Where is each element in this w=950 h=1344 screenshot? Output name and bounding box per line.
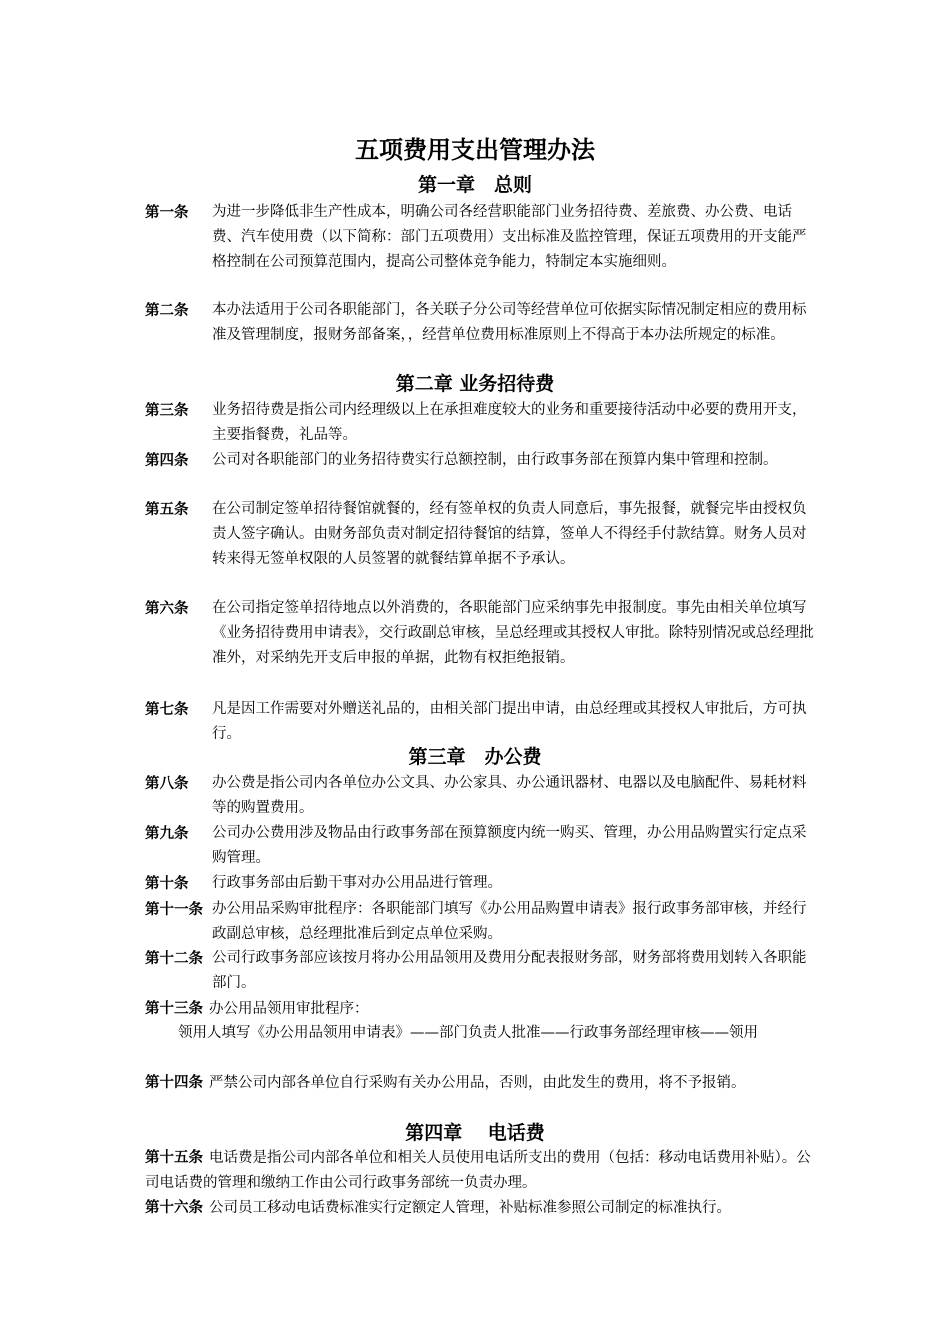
article-14	[145, 1070, 817, 1096]
article-text: 办公用品采购审批程序：各职能部门填写《办公用品购置申请表》报行政事务部审核，并经行政副总审核，总经理批准后到定点单位采购。	[212, 901, 807, 942]
article-label: 第二条	[145, 302, 189, 319]
article-text: 公司对各职能部门的业务招待费实行总额控制，由行政事务部在预算内集中管理和控制。	[212, 452, 778, 468]
article-label: 第一条	[145, 204, 189, 221]
article-6	[145, 596, 817, 671]
article-label: 第五条	[145, 501, 189, 518]
article-text: 公司办公费用涉及物品由行政事务部在预算额度内统一购买、管理，办公用品购置实行定点采购管理。	[212, 825, 807, 866]
chapter-4-heading: 第四章 电话费	[405, 1122, 545, 1144]
article-label: 第十五条	[145, 1149, 203, 1166]
article-label: 第七条	[145, 701, 189, 718]
article-text: 办公用品领用审批程序：	[209, 1001, 369, 1017]
article-label: 第四条	[145, 452, 189, 469]
article-text: 在公司指定签单招待地点以外消费的，各职能部门应采纳事先申报制度。事先由相关单位填写《业务招待费用申请表》，交行政副总审核，呈总经理或其授权人审批。除特别情况或总经理批准外，对采纳先开支后申报的单据，此物有权拒绝报销。	[212, 600, 814, 666]
article-7	[145, 697, 817, 747]
article-text: 在公司制定签单招待餐馆就餐的，经有签单权的负责人同意后，事先报餐，就餐完毕由授权负责人签字确认。由财务部负责对制定招待餐馆的结算，签单人不得经手付款结算。财务人员对转来得无签单权限的人员签署的就餐结算单据不予承认。	[212, 501, 807, 567]
article-text: 行政事务部由后勤干事对办公用品进行管理。	[212, 875, 502, 891]
chapter-2-heading: 第二章 业务招待费	[395, 373, 555, 395]
article-label: 第十条	[145, 875, 189, 892]
article-text: 严禁公司内部各单位自行采购有关办公用品，否则，由此发生的费用，将不予报销。	[209, 1075, 746, 1091]
article-10	[145, 871, 817, 896]
article-3	[145, 398, 817, 448]
article-1	[145, 200, 817, 275]
article-text: 凡是因工作需要对外赠送礼品的，由相关部门提出申请，由总经理或其授权人审批后，方可执行。	[212, 701, 807, 742]
article-text: 办公费是指公司内各单位办公文具、办公家具、办公通讯器材、电器以及电脑配件、易耗材料等的购置费用。	[212, 775, 807, 816]
article-13	[145, 996, 817, 1022]
article-label: 第十一条	[145, 901, 203, 918]
article-11	[145, 897, 817, 947]
chapter-1-heading: 第一章 总则	[417, 174, 532, 196]
article-label: 第六条	[145, 600, 189, 617]
article-label: 第十二条	[145, 950, 203, 967]
article-16	[145, 1195, 817, 1221]
document-title: 五项费用支出管理办法	[355, 135, 595, 164]
article-text: 为进一步降低非生产性成本，明确公司各经营职能部门业务招待费、差旅费、办公费、电话费、汽车使用费（以下简称：部门五项费用）支出标准及监控管理，保证五项费用的开支能严格控制在公司预算范围内，提高公司整体竞争能力，特制定本实施细则。	[212, 204, 807, 270]
article-text: 业务招待费是指公司内经理级以上在承担难度较大的业务和重要接待活动中必要的费用开支，主要指餐费，礼品等。	[212, 402, 807, 443]
article-text: 公司行政事务部应该按月将办公用品领用及费用分配表报财务部，财务部将费用划转入各职能部门。	[212, 950, 807, 991]
article-label: 第十六条	[145, 1199, 203, 1216]
article-label: 第十三条	[145, 1000, 203, 1017]
article-5	[145, 497, 817, 572]
procedure-paragraph: 领用人填写《办公用品领用申请表》——部门负责人批准——行政事务部经理审核——领用	[178, 1025, 758, 1041]
article-9	[145, 821, 817, 871]
article-15	[145, 1145, 817, 1196]
article-text: 电话费是指公司内部各单位和相关人员使用电话所支出的费用（包括：移动电话费用补贴）。公司电话费的管理和缴纳工作由公司行政事务部统一负责办理。	[145, 1150, 811, 1191]
article-12	[145, 946, 817, 996]
article-label: 第十四条	[145, 1074, 203, 1091]
chapter-3-heading: 第三章 办公费	[408, 746, 542, 768]
article-2	[145, 298, 817, 348]
article-text: 公司员工移动电话费标准实行定额定人管理，补贴标准参照公司制定的标准执行。	[209, 1200, 731, 1216]
article-label: 第八条	[145, 775, 189, 792]
article-text: 本办法适用于公司各职能部门，各关联子分公司等经营单位可依据实际情况制定相应的费用标准及管理制度，报财务部备案，，经营单位费用标准原则上不得高于本办法所规定的标准。	[212, 302, 807, 343]
article-4	[145, 448, 817, 473]
article-8	[145, 771, 817, 821]
article-label: 第九条	[145, 825, 189, 842]
article-label: 第三条	[145, 402, 189, 419]
